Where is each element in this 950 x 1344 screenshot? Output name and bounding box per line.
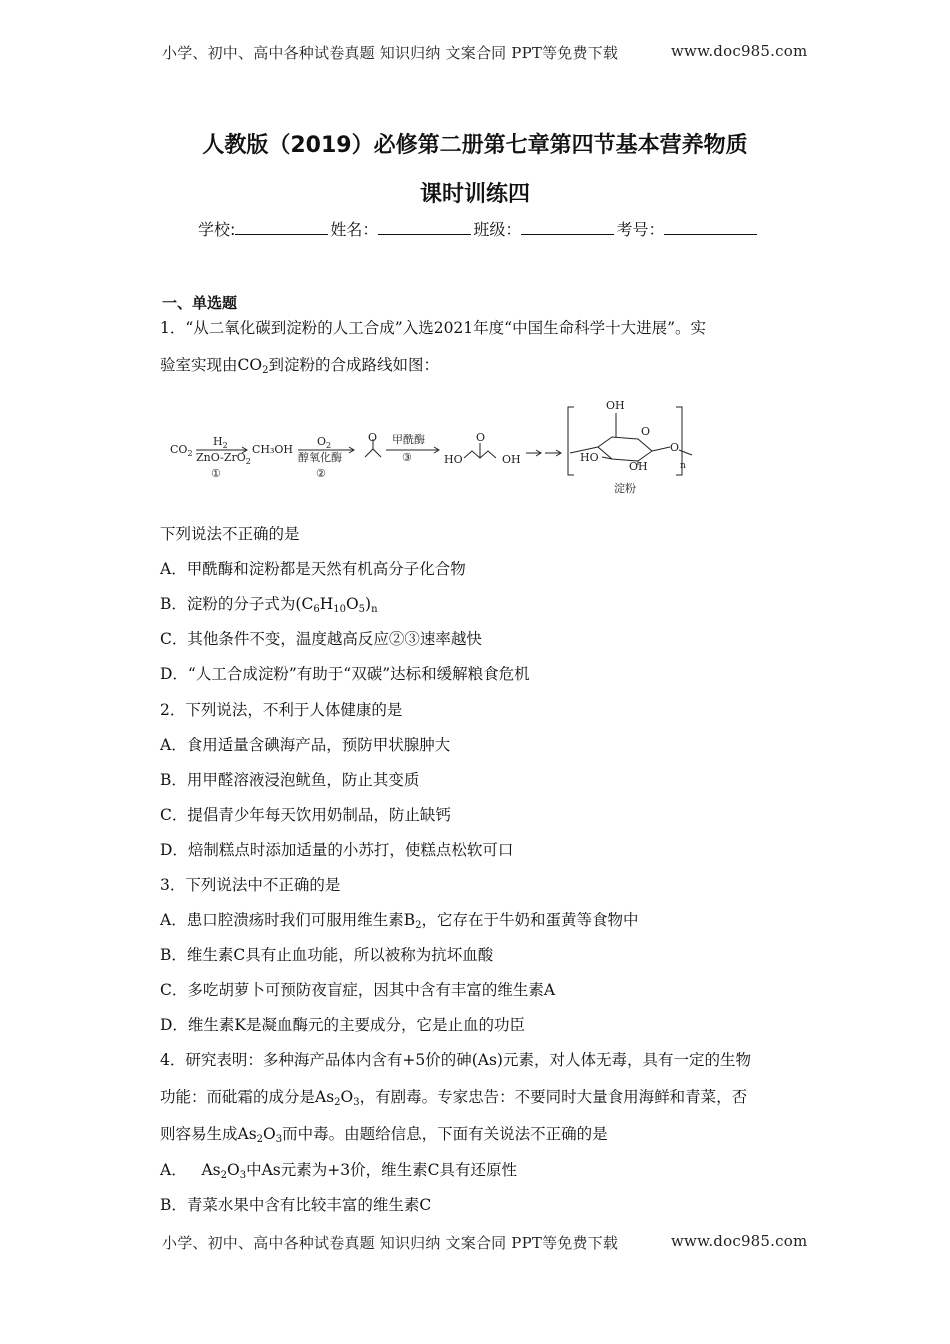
bracket-left [568, 407, 574, 475]
document-subtitle: 课时训练四 [419, 182, 530, 207]
school-label: 学校: [198, 220, 236, 239]
q2-option-d[interactable]: D．焙制糕点时添加适量的小苏打，使糕点松软可口 [160, 841, 514, 859]
q4-stem-line2: 功能：而砒霜的成分是$As_2O_3$，有剧毒。专家忠告：不要同时大量食用海鲜和青菜，否 [160, 1088, 748, 1108]
ring-o: O [641, 425, 651, 438]
ring-oh-top: OH [606, 399, 625, 412]
q1-option-a[interactable]: A．甲酰酶和淀粉都是天然有机高分子化合物 [160, 560, 466, 578]
q2-option-c[interactable]: C．提倡青少年每天饮用奶制品，防止缺钙 [160, 806, 451, 824]
catalyst1-label: ZnO-ZrO$_2$ [196, 451, 251, 466]
q4-option-a[interactable]: A． $As_2O_3$中As元素为+3价，维生素C具有还原性 [160, 1161, 517, 1181]
q4-stem-line1: 4．研究表明：多种海产品体内含有+5价的砷(As)元素，对人体无毒，具有一定的生物 [160, 1051, 751, 1069]
ring-glycosidic-o: O [670, 441, 680, 454]
section-heading: 一、单选题 [162, 294, 238, 312]
name-blank[interactable] [378, 220, 471, 235]
carbonyl-o-label: O [368, 431, 378, 444]
starch-caption: 淀粉 [614, 482, 636, 495]
q1-stem-line2: 验室实现由$CO_2$到淀粉的合成路线如图： [160, 356, 439, 376]
q1-option-b[interactable]: B．淀粉的分子式为$(C_6H_{10}O_5)_n$ [160, 595, 378, 615]
number-label: 考号： [616, 220, 665, 239]
ring-ho: HO [580, 451, 599, 464]
o2-label: $O_2$ [317, 435, 332, 450]
q1-question: 下列说法不正确的是 [160, 525, 300, 543]
page-footer-left: 小学、初中、高中各种试卷真题 知识归纳 文案合同 PPT等免费下载 [162, 1234, 619, 1252]
q3-stem: 3．下列说法中不正确的是 [160, 876, 341, 894]
catalyst2-label: 醇氧化酶 [298, 451, 342, 464]
catalyst3-label: 甲酰酶 [392, 433, 425, 446]
synthesis-route-diagram [168, 395, 698, 503]
q2-option-b[interactable]: B．用甲醛溶液浸泡鱿鱼，防止其变质 [160, 771, 420, 789]
class-label: 班级： [473, 220, 522, 239]
q2-stem: 2．下列说法，不利于人体健康的是 [160, 701, 403, 719]
q4-option-b[interactable]: B．青菜水果中含有比较丰富的维生素C [160, 1196, 432, 1214]
ring-oh-bottom: OH [629, 460, 648, 473]
q1-stem-line1: 1．“从二氧化碳到淀粉的人工合成”入选2021年度“中国生命科学十大进展”。实 [160, 319, 707, 337]
repeat-n: n [680, 461, 686, 471]
q3-option-c[interactable]: C．多吃胡萝卜可预防夜盲症，因其中含有丰富的维生素A [160, 981, 556, 999]
page-footer-url: www.doc985.com [671, 1232, 808, 1250]
student-info-fields [198, 217, 759, 240]
q3-option-a[interactable]: A．患口腔溃疡时我们可服用维生素$B_2$，它存在于牛奶和蛋黄等食物中 [160, 911, 639, 931]
methanol-label: CH₃OH [252, 443, 294, 456]
carbonyl-o2-label: O [476, 431, 486, 444]
document-title: 人教版（2019）必修第二册第七章第四节基本营养物质 [202, 133, 748, 158]
oh-right-label: OH [502, 453, 521, 466]
q4-stem-line3: 则容易生成$As_2O_3$而中毒。由题给信息，下面有关说法不正确的是 [160, 1125, 608, 1145]
q1-option-d[interactable]: D．“人工合成淀粉”有助于“双碳”达标和缓解粮食危机 [160, 665, 530, 683]
q1-option-c[interactable]: C．其他条件不变，温度越高反应②③速率越快 [160, 630, 482, 648]
q3-option-d[interactable]: D．维生素K是凝血酶元的主要成分，它是止血的功臣 [160, 1016, 526, 1034]
step1-label: ① [211, 467, 221, 480]
class-blank[interactable] [521, 220, 614, 235]
h2-label: $H_2$ [213, 435, 228, 450]
school-blank[interactable] [235, 220, 328, 235]
step2-label: ② [316, 467, 326, 480]
co2-label: $CO_2$ [170, 443, 193, 458]
name-label: 姓名： [330, 220, 379, 239]
ho-left-label: HO [444, 453, 463, 466]
q2-option-a[interactable]: A．食用适量含碘海产品，预防甲状腺肿大 [160, 736, 451, 754]
q3-option-b[interactable]: B．维生素C具有止血功能，所以被称为抗坏血酸 [160, 946, 494, 964]
number-blank[interactable] [664, 220, 757, 235]
dha-skeleton [464, 443, 496, 458]
page-header-url: www.doc985.com [671, 42, 808, 60]
step3-label: ③ [402, 451, 412, 464]
page-header-left: 小学、初中、高中各种试卷真题 知识归纳 文案合同 PPT等免费下载 [162, 44, 619, 62]
